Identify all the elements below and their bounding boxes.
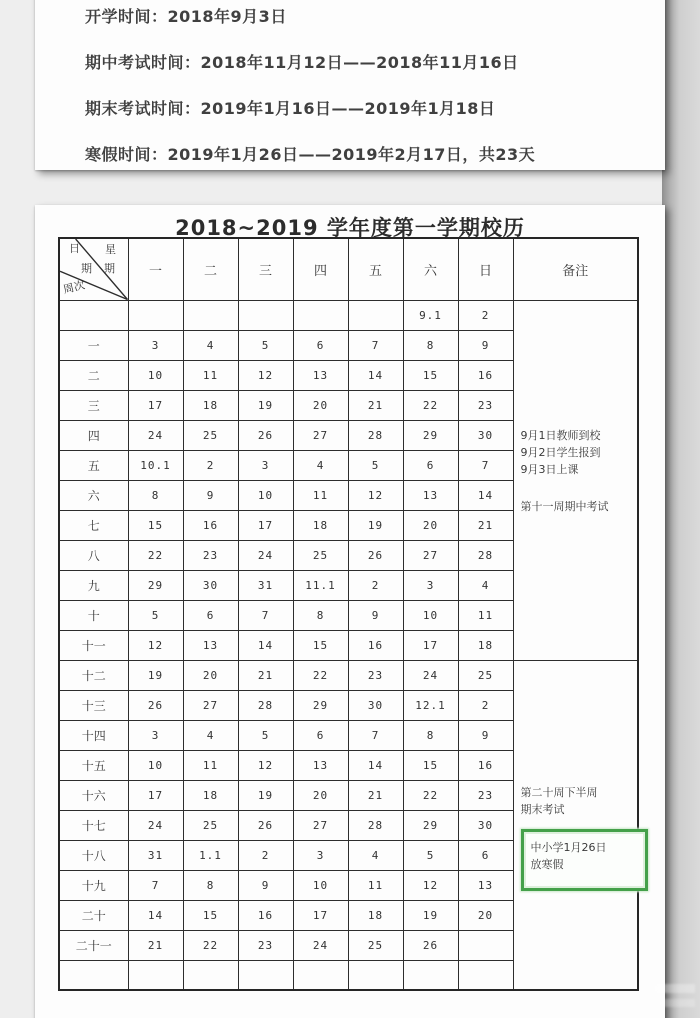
day-cell: 24	[238, 540, 293, 570]
day-cell	[128, 960, 183, 990]
remarks-header: 备注	[513, 238, 638, 300]
day-cell: 14	[128, 900, 183, 930]
day-cell: 21	[128, 930, 183, 960]
remark-line: 第十一周期中考试	[520, 499, 609, 513]
day-cell: 28	[348, 810, 403, 840]
day-cell: 25	[348, 930, 403, 960]
day-cell	[183, 960, 238, 990]
remark-line: 放寒假	[530, 857, 564, 871]
corner-header-cell	[59, 238, 128, 300]
schedule-info-card	[35, 0, 665, 170]
week-number-cell	[59, 960, 128, 990]
day-cell: 3	[128, 720, 183, 750]
day-cell: 15	[293, 630, 348, 660]
corner-date-label: 日	[69, 242, 80, 255]
weekday-header-tue: 二	[183, 238, 238, 300]
day-cell: 2	[458, 300, 513, 330]
weekday-header-mon: 一	[128, 238, 183, 300]
remark-line: 期末考试	[520, 802, 565, 816]
day-cell: 1.1	[183, 840, 238, 870]
week-number-cell: 十七	[59, 810, 128, 840]
day-cell: 29	[128, 570, 183, 600]
day-cell: 20	[458, 900, 513, 930]
day-cell: 26	[238, 810, 293, 840]
corner-weekday-label: 期	[104, 262, 115, 275]
weekday-header-wed: 三	[238, 238, 293, 300]
day-cell: 23	[238, 930, 293, 960]
day-cell: 7	[348, 330, 403, 360]
day-cell: 2	[183, 450, 238, 480]
remarks-cell-second-half	[513, 660, 638, 990]
day-cell: 30	[183, 570, 238, 600]
september-notes	[521, 427, 601, 478]
week-number-cell: 十六	[59, 780, 128, 810]
week-number-cell: 十	[59, 600, 128, 630]
day-cell: 14	[458, 480, 513, 510]
day-cell: 22	[403, 780, 458, 810]
day-cell: 23	[348, 660, 403, 690]
day-cell: 20	[183, 660, 238, 690]
day-cell: 9.1	[403, 300, 458, 330]
final-exam-note	[521, 784, 598, 818]
info-label: 寒假时间：	[85, 145, 168, 164]
day-cell: 5	[348, 450, 403, 480]
day-cell: 16	[348, 630, 403, 660]
info-value: 2019年1月26日——2019年2月17日，共23天	[167, 145, 536, 164]
week-number-cell: 二	[59, 360, 128, 390]
calendar-card	[35, 205, 665, 1018]
midterm-note	[521, 498, 609, 515]
remark-line: 9月2日学生报到	[520, 445, 601, 459]
day-cell: 30	[458, 810, 513, 840]
day-cell: 18	[458, 630, 513, 660]
info-line-term-start	[85, 4, 287, 27]
day-cell: 31	[238, 570, 293, 600]
day-cell: 4	[458, 570, 513, 600]
day-cell	[458, 960, 513, 990]
day-cell: 19	[238, 780, 293, 810]
day-cell: 30	[348, 690, 403, 720]
day-cell: 25	[183, 810, 238, 840]
week-number-cell: 七	[59, 510, 128, 540]
day-cell: 9	[183, 480, 238, 510]
day-cell: 8	[183, 870, 238, 900]
day-cell: 3	[293, 840, 348, 870]
day-cell: 7	[238, 600, 293, 630]
day-cell: 28	[458, 540, 513, 570]
day-cell: 11	[458, 600, 513, 630]
day-cell: 6	[183, 600, 238, 630]
day-cell: 17	[128, 780, 183, 810]
day-cell: 7	[458, 450, 513, 480]
day-cell	[403, 960, 458, 990]
day-cell: 26	[128, 690, 183, 720]
day-cell: 12	[238, 360, 293, 390]
calendar-table	[58, 237, 639, 991]
winter-vacation-note	[521, 829, 648, 891]
day-cell: 15	[128, 510, 183, 540]
day-cell: 17	[238, 510, 293, 540]
info-line-midterm	[85, 50, 519, 73]
day-cell: 4	[183, 720, 238, 750]
day-cell: 5	[238, 720, 293, 750]
day-cell: 11	[293, 480, 348, 510]
day-cell: 24	[128, 810, 183, 840]
week-number-cell: 一	[59, 330, 128, 360]
page-edge-shading	[662, 0, 700, 1018]
day-cell: 28	[348, 420, 403, 450]
week-number-cell: 十三	[59, 690, 128, 720]
day-cell: 27	[293, 810, 348, 840]
info-label: 期中考试时间：	[85, 53, 201, 72]
remark-line: 第二十周下半周	[520, 785, 598, 799]
day-cell: 9	[458, 330, 513, 360]
day-cell: 11.1	[293, 570, 348, 600]
day-cell: 7	[128, 870, 183, 900]
day-cell: 16	[458, 360, 513, 390]
week-number-cell: 十九	[59, 870, 128, 900]
info-line-winter-vacation	[85, 142, 535, 165]
day-cell	[238, 300, 293, 330]
day-cell: 10	[238, 480, 293, 510]
day-cell: 6	[293, 330, 348, 360]
info-label: 期末考试时间：	[85, 99, 201, 118]
day-cell	[238, 960, 293, 990]
remarks-cell-first-half	[513, 300, 638, 660]
info-line-final	[85, 96, 495, 119]
day-cell: 13	[183, 630, 238, 660]
calendar-tbody	[59, 300, 638, 990]
info-value: 2018年9月3日	[167, 7, 287, 26]
day-cell: 21	[348, 390, 403, 420]
week-number-cell: 八	[59, 540, 128, 570]
day-cell: 17	[293, 900, 348, 930]
day-cell: 12	[238, 750, 293, 780]
remark-line: 9月1日教师到校	[520, 428, 601, 442]
day-cell: 3	[238, 450, 293, 480]
day-cell: 27	[403, 540, 458, 570]
day-cell: 10	[403, 600, 458, 630]
day-cell: 19	[403, 900, 458, 930]
day-cell: 2	[348, 570, 403, 600]
day-cell: 10	[293, 870, 348, 900]
day-cell: 17	[128, 390, 183, 420]
calendar-row	[59, 300, 638, 330]
day-cell	[128, 300, 183, 330]
day-cell: 24	[293, 930, 348, 960]
day-cell: 20	[403, 510, 458, 540]
day-cell: 4	[348, 840, 403, 870]
day-cell: 29	[403, 420, 458, 450]
day-cell: 26	[348, 540, 403, 570]
day-cell: 12	[128, 630, 183, 660]
day-cell: 19	[348, 510, 403, 540]
day-cell: 6	[458, 840, 513, 870]
day-cell	[293, 960, 348, 990]
day-cell: 31	[128, 840, 183, 870]
day-cell: 16	[183, 510, 238, 540]
day-cell: 26	[403, 930, 458, 960]
week-number-cell: 四	[59, 420, 128, 450]
info-label: 开学时间：	[85, 7, 168, 26]
week-number-cell: 十一	[59, 630, 128, 660]
day-cell: 15	[403, 360, 458, 390]
calendar-header-row	[59, 238, 638, 300]
day-cell: 21	[458, 510, 513, 540]
day-cell: 16	[238, 900, 293, 930]
remark-line: 中小学1月26日	[530, 840, 607, 854]
week-number-cell: 十八	[59, 840, 128, 870]
day-cell: 22	[293, 660, 348, 690]
day-cell: 3	[403, 570, 458, 600]
day-cell: 26	[238, 420, 293, 450]
calendar-row	[59, 660, 638, 690]
day-cell: 18	[183, 780, 238, 810]
weekday-header-sat: 六	[403, 238, 458, 300]
day-cell: 8	[403, 720, 458, 750]
day-cell: 23	[458, 780, 513, 810]
day-cell: 10	[128, 750, 183, 780]
day-cell: 8	[403, 330, 458, 360]
info-value: 2018年11月12日——2018年11月16日	[200, 53, 519, 72]
day-cell: 27	[183, 690, 238, 720]
day-cell: 14	[348, 750, 403, 780]
week-number-cell: 九	[59, 570, 128, 600]
week-number-cell	[59, 300, 128, 330]
day-cell: 6	[403, 450, 458, 480]
day-cell: 22	[403, 390, 458, 420]
day-cell: 22	[183, 930, 238, 960]
day-cell: 30	[458, 420, 513, 450]
day-cell: 3	[128, 330, 183, 360]
day-cell: 4	[183, 330, 238, 360]
day-cell: 9	[458, 720, 513, 750]
week-number-cell: 十五	[59, 750, 128, 780]
day-cell: 7	[348, 720, 403, 750]
day-cell: 8	[128, 480, 183, 510]
day-cell: 2	[458, 690, 513, 720]
week-number-cell: 六	[59, 480, 128, 510]
day-cell: 17	[403, 630, 458, 660]
day-cell: 16	[458, 750, 513, 780]
day-cell: 8	[293, 600, 348, 630]
watermark	[655, 982, 697, 1012]
day-cell: 12	[403, 870, 458, 900]
week-number-cell: 二十	[59, 900, 128, 930]
day-cell: 13	[403, 480, 458, 510]
day-cell: 2	[238, 840, 293, 870]
corner-date-label: 期	[81, 262, 92, 275]
day-cell: 13	[458, 870, 513, 900]
day-cell: 22	[128, 540, 183, 570]
calendar-title: 2018~2019 学年度第一学期校历	[175, 216, 525, 240]
corner-weeknum-label: 周次	[61, 278, 87, 297]
day-cell: 25	[458, 660, 513, 690]
day-cell: 10.1	[128, 450, 183, 480]
day-cell: 9	[238, 870, 293, 900]
week-number-cell: 十二	[59, 660, 128, 690]
day-cell: 23	[458, 390, 513, 420]
week-number-cell: 十四	[59, 720, 128, 750]
day-cell: 28	[238, 690, 293, 720]
day-cell: 23	[183, 540, 238, 570]
day-cell: 6	[293, 720, 348, 750]
day-cell: 14	[238, 630, 293, 660]
day-cell	[293, 300, 348, 330]
day-cell: 13	[293, 750, 348, 780]
day-cell: 21	[238, 660, 293, 690]
day-cell: 18	[293, 510, 348, 540]
corner-weekday-label: 星	[105, 243, 116, 256]
day-cell: 12.1	[403, 690, 458, 720]
day-cell: 25	[293, 540, 348, 570]
day-cell: 20	[293, 780, 348, 810]
day-cell	[458, 930, 513, 960]
day-cell	[348, 300, 403, 330]
day-cell: 13	[293, 360, 348, 390]
day-cell: 19	[238, 390, 293, 420]
day-cell: 11	[348, 870, 403, 900]
day-cell: 18	[348, 900, 403, 930]
day-cell: 19	[128, 660, 183, 690]
day-cell	[348, 960, 403, 990]
day-cell: 24	[403, 660, 458, 690]
remark-line: 9月3日上课	[520, 462, 579, 476]
week-number-cell: 二十一	[59, 930, 128, 960]
week-number-cell: 三	[59, 390, 128, 420]
day-cell: 9	[348, 600, 403, 630]
day-cell: 20	[293, 390, 348, 420]
day-cell: 29	[293, 690, 348, 720]
weekday-header-fri: 五	[348, 238, 403, 300]
day-cell	[183, 300, 238, 330]
day-cell: 5	[238, 330, 293, 360]
day-cell: 5	[403, 840, 458, 870]
info-value: 2019年1月16日——2019年1月18日	[200, 99, 496, 118]
day-cell: 4	[293, 450, 348, 480]
day-cell: 24	[128, 420, 183, 450]
day-cell: 5	[128, 600, 183, 630]
day-cell: 10	[128, 360, 183, 390]
week-number-cell: 五	[59, 450, 128, 480]
day-cell: 27	[293, 420, 348, 450]
day-cell: 25	[183, 420, 238, 450]
day-cell: 14	[348, 360, 403, 390]
weekday-header-thu: 四	[293, 238, 348, 300]
day-cell: 11	[183, 750, 238, 780]
day-cell: 18	[183, 390, 238, 420]
day-cell: 12	[348, 480, 403, 510]
day-cell: 11	[183, 360, 238, 390]
weekday-header-sun: 日	[458, 238, 513, 300]
day-cell: 29	[403, 810, 458, 840]
day-cell: 15	[403, 750, 458, 780]
day-cell: 21	[348, 780, 403, 810]
day-cell: 15	[183, 900, 238, 930]
